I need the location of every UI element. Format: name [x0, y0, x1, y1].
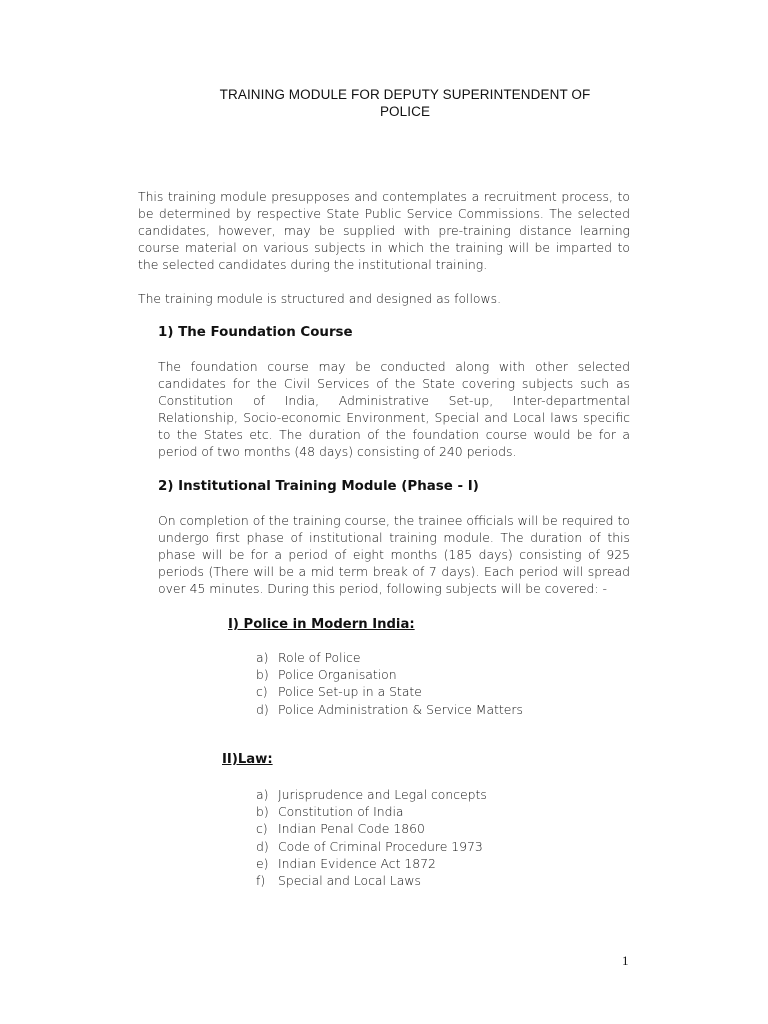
list-item — [256, 666, 523, 683]
list-marker: a) — [256, 650, 269, 665]
list-item-text: Constitution of India — [278, 804, 404, 820]
list-marker: c) — [256, 821, 268, 837]
list-item-text: Role of Police — [278, 650, 361, 665]
subject-law-list — [256, 786, 487, 889]
list-item-text: Police Organisation — [278, 667, 397, 683]
list-marker: b) — [256, 804, 269, 820]
foundation-course-heading: 1) The Foundation Course — [158, 325, 353, 340]
list-item — [256, 872, 487, 889]
list-item — [256, 701, 523, 718]
list-item-text: Police Administration & Service Matters — [278, 701, 523, 717]
title-line-2: POLICE — [379, 104, 431, 119]
list-item — [256, 649, 523, 666]
subject-police-list — [256, 649, 523, 718]
list-marker: a) — [256, 787, 269, 802]
list-marker: d) — [256, 838, 269, 854]
institutional-training-paragraph: On completion of the training course, the trainee officials will be required to undergo first phase of institutional training module. The duration of this phase will be for a period of eight months (185 days) consisting of 925 periods (There will be a mid term break of 7 days). Each period will spread over 45 minutes. During this period, following subjects will be covered: - — [158, 513, 630, 596]
foundation-course-paragraph: The foundation course may be conducted along with other selected candidates for the Civil Services of the State covering subjects such as Constitution of India, Administrative Set-up, Inter-departmental Relationship, Socio-economic Environment, Special and Local laws specific to the States etc. The duration of the foundation course would be for a period of two months (48 days) consisting of 240 periods. — [158, 359, 630, 459]
list-item — [256, 855, 487, 872]
institutional-training-heading: 2) Institutional Training Module (Phase - I) — [158, 479, 479, 494]
list-item-text: Special and Local Laws — [278, 873, 421, 889]
list-item — [256, 683, 523, 700]
list-marker: f) — [256, 873, 266, 889]
structure-paragraph: The training module is structured and designed as follows. — [138, 291, 502, 306]
list-item-text: Jurisprudence and Legal concepts — [278, 787, 487, 802]
subject-police-heading: I) Police in Modern India: — [228, 617, 415, 632]
title-line-1: TRAINING MODULE FOR DEPUTY SUPERINTENDENT OF — [219, 87, 591, 102]
intro-paragraph: This training module presupposes and contemplates a recruitment process, to be determined by respective State Public Service Commissions. The selected candidates, however, may be supplied with pre-training distance learning course material on various subjects in which the training will be imparted to the selected candidates during the institutional training. — [138, 189, 630, 272]
subject-law-heading: II)Law: — [222, 752, 273, 767]
document-title — [180, 86, 630, 120]
list-marker: e) — [256, 855, 269, 871]
list-item — [256, 838, 487, 855]
list-item-text: Code of Criminal Procedure 1973 — [278, 838, 483, 854]
list-item-text: Indian Evidence Act 1872 — [278, 855, 436, 871]
page-number: 1 — [622, 953, 629, 968]
list-marker: b) — [256, 667, 269, 683]
list-item-text: Indian Penal Code 1860 — [278, 821, 425, 837]
list-marker: c) — [256, 684, 268, 700]
list-item — [256, 786, 487, 803]
list-item — [256, 820, 487, 837]
list-item-text: Police Set-up in a State — [278, 684, 422, 700]
list-marker: d) — [256, 701, 269, 717]
list-item — [256, 803, 487, 820]
